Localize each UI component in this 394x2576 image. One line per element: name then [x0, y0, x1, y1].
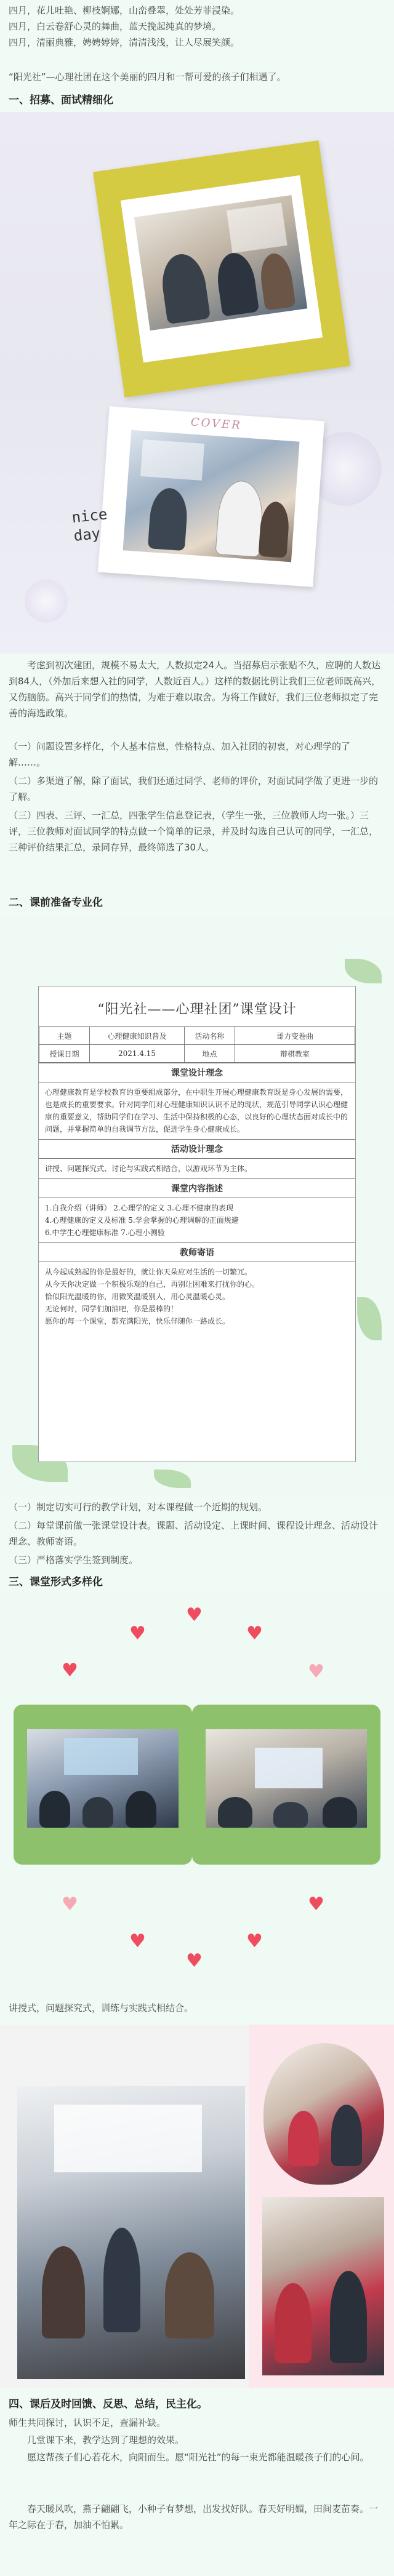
yellow-photo-frame	[93, 140, 350, 398]
after-paragraph-4: 春天暖风吹，燕子翩翩飞，小种子有梦想，出发找好队。春天好明媚，田间麦苗奏。一年之际在于春，加油不怕累。	[9, 2503, 379, 2530]
plan-cell: 辩棋教室	[235, 1045, 355, 1063]
after-paragraph-3: 愿这帮孩子们心若花木，向阳而生。愿“阳光社”的每一束光都能温暖孩子们的心间。	[27, 2452, 369, 2463]
students-heart-photo	[263, 2043, 384, 2185]
intro-line-1: 四月，花儿吐艳、柳枝婀娜，山峦叠翠，处处芳菲浸染。	[9, 5, 240, 16]
plan-note-line: 从今天你决定做一个积极乐观的自己，再别让困难来打扰你的心。	[45, 1280, 260, 1289]
plan-cell: 心理健康知识普及	[90, 1027, 185, 1045]
plan-meta-table	[39, 1026, 355, 1063]
leaf-decoration	[357, 1297, 382, 1340]
section-heading-class: 三、课堂形式多样化	[9, 1576, 103, 1588]
plan-content-item: 4.心理健康的定义及标准 5.学会掌握的心理调解的正面规避	[45, 1216, 239, 1225]
heart-icon: ♥	[308, 1661, 324, 1682]
section-heading-after: 四、课后及时回馈、反思、总结，民主化。	[9, 2398, 207, 2410]
plan-note-line: 无论何时，同学们加油吧，你是最棒的！	[45, 1305, 179, 1313]
plan-content-title: 课堂内容指述	[39, 1178, 355, 1198]
recruit-paragraph-1: 考虑到初次建团，规模不易太大，人数拟定24人。当招募启示张贴不久，应聘的人数达到84人，（外加后来想入社的同学，人数近百人。）这样的数据比例让我们三位老师既高兴，又伤脑筋。高兴于同学们的热情，为难于难以取舍。为将工作做好，我们三位老师拟定了完善的海选政策。	[9, 660, 381, 719]
meeting-photo	[123, 430, 300, 562]
plan-title: “阳光社——心理社团”课堂设计	[97, 1002, 297, 1017]
heart-icon: ♥	[308, 1894, 324, 1915]
heart-icon: ♥	[129, 1623, 146, 1644]
plan-cell: 主题	[39, 1027, 90, 1045]
heart-icon: ♥	[246, 1930, 263, 1952]
plan-note-title: 教师寄语	[39, 1242, 355, 1262]
plan-cell: 活动名称	[184, 1027, 235, 1045]
plan-goal-text: 心理健康教育是学校教育的重要组成部分，在中职生开展心理健康教育既是身心发展的需要，也是成长的重要要求。针对同学们对心理健康知识认识不足的现状，规范引导同学认识心理健康的重要意义，帮助同学们在学习、生活中保持积极的心态，以良好的心理状态面对成长中的问题，并掌握简单的自我调节方法，促进学生身心健康成长。	[45, 1088, 348, 1134]
heart-icon: ♥	[62, 1894, 78, 1915]
after-paragraph-2: 几堂课下来，教学达到了理想的效果。	[27, 2434, 185, 2446]
plan-cell: 哥力变卷曲	[235, 1027, 355, 1045]
plan-note-list	[39, 1262, 355, 1331]
plan-cell: 2021.4.15	[90, 1045, 185, 1063]
plan-content-list	[39, 1198, 355, 1242]
recruit-paragraph-4: （三）四表、三评、一汇总，四张学生信息登记表，（学生一张，三位教师人均一张。）三评，三位教师对面试同学的特点做一个简单的记录，并及时勾选自己认可的同学，一汇总，三种评价结果汇总，录同存异，最终筛选了30人。	[9, 810, 379, 853]
class-paragraph: 讲授式，问题探究式，训练与实践式相结合。	[9, 2002, 194, 2014]
second-photo-card	[98, 406, 324, 587]
plan-content-item: 1.自我介绍（讲师） 2.心理学的定义 3.心理不健康的表现	[45, 1204, 233, 1212]
class-photo-card-right	[192, 1705, 380, 1865]
prep-paragraph-2: （二）每堂课前做一张课堂设计表。课题、活动设定、上课时间、课程设计理念、活动设计理念、教师寄语。	[9, 1520, 379, 1547]
plan-content-item: 6.中学生心理健康标准 7.心理小测验	[45, 1228, 165, 1237]
recruit-paragraph-2: （一）问题设置多样化，个人基本信息，性格特点、加入社团的初衷，对心理学的了解……。	[9, 741, 351, 768]
pink-collage-panel	[249, 2025, 394, 2388]
flower-decoration	[25, 580, 68, 623]
classroom-photo	[206, 1729, 367, 1828]
section-heading-recruit: 一、招募、面试精细化	[9, 94, 113, 106]
cover-text: COVER	[190, 415, 243, 433]
intro-line-3: 四月，清丽典雅，娉娉婷婷，清清浅浅，让人尽展笑颜。	[9, 37, 240, 48]
plan-cell: 授课日期	[39, 1045, 90, 1063]
intro-line-2: 四月，白云卷舒心灵的舞曲，蓝天挽起纯真的梦境。	[9, 21, 222, 32]
heart-icon: ♥	[129, 1930, 146, 1952]
prep-paragraph-3: （三）严格落实学生签到制度。	[9, 1554, 139, 1566]
plan-note-line: 愿你的每一个课堂，都充满阳光，快乐伴随你一路成长。	[45, 1317, 230, 1326]
heart-icon: ♥	[246, 1623, 263, 1644]
prep-paragraph-1: （一）制定切实可行的教学计划，对本课程做一个近期的规划。	[9, 1502, 268, 1513]
section-heading-prep: 二、课前准备专业化	[9, 897, 103, 909]
lesson-plan-document	[38, 986, 356, 1462]
class-photo-card-left	[14, 1705, 192, 1865]
recruit-paragraph-3: （二）多渠道了解，除了面试，我们还通过同学、老师的评价，对面试同学做了更进一步的了解。	[9, 775, 379, 802]
plan-note-line: 恰似阳光温暖的你，用微笑温暖别人，用心灵温暖心灵。	[45, 1292, 230, 1301]
plan-cell: 地点	[184, 1045, 235, 1063]
heart-icon: ♥	[62, 1660, 78, 1681]
plan-goal-title: 课堂设计理念	[39, 1063, 355, 1082]
classroom-wide-photo	[17, 2086, 245, 2379]
interview-photo	[134, 195, 307, 330]
intro-paragraph: “阳光社”—心理社团在这个美丽的四月和一帮可爱的孩子们相遇了。	[9, 71, 286, 82]
classroom-photo	[27, 1729, 179, 1828]
plan-method-text: 讲授、问题探究式、讨论与实践式相结合，以游戏环节为主体。	[45, 1164, 252, 1173]
students-activity-photo	[262, 2197, 384, 2375]
heart-icon: ♥	[186, 1604, 203, 1626]
after-paragraph-1: 师生共同探讨，认识不足，查漏补缺。	[9, 2417, 166, 2428]
plan-note-line: 从今起成熟起的你是最好的，就让你天朵应对生活的一切繁冗。	[45, 1268, 252, 1276]
nice-day-doodle: nice day	[71, 505, 108, 545]
plan-method-title: 活动设计理念	[39, 1139, 355, 1159]
heart-icon: ♥	[186, 1950, 203, 1972]
recruit-photo-band	[0, 112, 394, 654]
leaf-decoration	[345, 959, 382, 983]
leaf-decoration	[154, 1470, 191, 1488]
